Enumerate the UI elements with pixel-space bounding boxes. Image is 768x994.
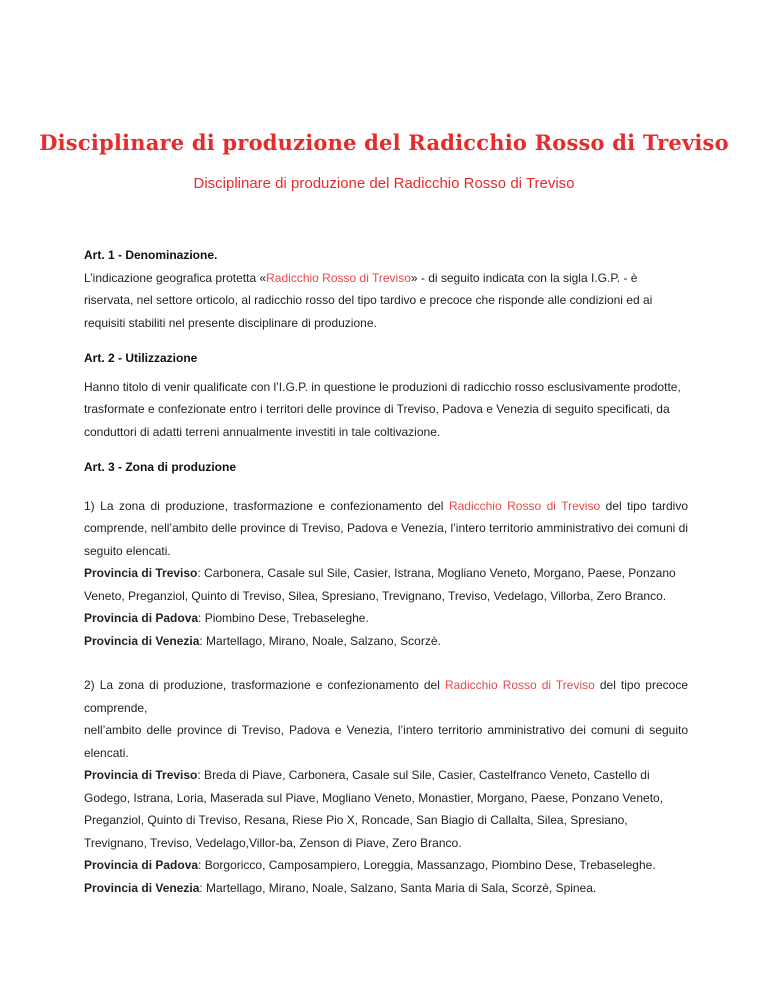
province-name: Provincia di Venezia: [84, 880, 200, 895]
art3-p1-text-a: 1) La zona di produzione, trasformazione e confezionamento del: [84, 498, 449, 513]
art3-p1-province-venezia: [84, 630, 688, 653]
art3-p1-province-treviso: [84, 562, 688, 607]
art1-heading: Art. 1 - Denominazione.: [84, 248, 218, 262]
art2-paragraph: Hanno titolo di venir qualificate con l’I.G.P. in questione le produzioni di radicchio rosso esclusivamente prodotte, trasformate e confezionate entro i territori delle province di Treviso, Padova e Venezia di seguito specificati, da conduttori di adatti terreni annualmente investiti in tale coltivazione.: [84, 379, 681, 439]
art3-p1-link[interactable]: Radicchio Rosso di Treviso: [448, 498, 601, 513]
art3-p2-province-padova: [84, 854, 688, 877]
art1-text-a: L’indicazione geografica protetta «: [84, 270, 267, 285]
art3-p2-continued: nell’ambito delle province di Treviso, Padova e Venezia, l’intero territorio amministrativo dei comuni di seguito elencati.: [84, 723, 688, 760]
province-list: : Borgoricco, Camposampiero, Loreggia, Massanzago, Piombino Dese, Trebaseleghe.: [198, 858, 656, 872]
art1-link[interactable]: Radicchio Rosso di Treviso: [266, 270, 411, 285]
province-name: Provincia di Treviso: [84, 566, 198, 580]
page-subtitle: Disciplinare di produzione del Radicchio Rosso di Treviso: [193, 175, 575, 192]
art2-heading: Art. 2 - Utilizzazione: [84, 351, 198, 365]
art3-heading: Art. 3 - Zona di produzione: [84, 460, 236, 474]
art3-p2-text-a: 2) La zona di produzione, trasformazione e confezionamento del: [84, 678, 445, 692]
art1-paragraph: [84, 267, 688, 335]
art1-text-b: » - di seguito indicata con la sigla I.G.P. - è riservata, nel settore orticolo, al radicchio rosso del tipo tardivo e precoce che risponde alle condizioni ed ai requisiti stabiliti nel presente disciplinare di produzione.: [84, 270, 653, 330]
art3-p2-link[interactable]: Radicchio Rosso di Treviso: [444, 678, 595, 692]
province-list: : Carbonera, Casale sul Sile, Casier, Istrana, Mogliano Veneto, Morgano, Paese, Ponzano Veneto, Preganziol, Quinto di Treviso, Silea, Spresiano, Trevignano, Treviso, Vedelago, Villorba, Zero Branco.: [84, 566, 676, 603]
province-name: Provincia di Treviso: [84, 768, 198, 782]
art3-p1-text-b: del tipo tardivo comprende, nell’ambito delle province di Treviso, Padova e Venezia, l’intero territorio amministrativo dei comuni di seguito elencati.: [84, 498, 689, 558]
art3-p2-province-venezia: [84, 877, 688, 900]
province-name: Provincia di Padova: [84, 858, 199, 872]
province-list: : Breda di Piave, Carbonera, Casale sul Sile, Casier, Castelfranco Veneto, Castello di Godego, Istrana, Loria, Maserada sul Piave, Mogliano Veneto, Monastier, Morgano, Paese, Ponzano Veneto, Preganziol, Quinto di Treviso, Resana, Riese Pio X, Roncade, San Biagio di Callalta, Silea, Spresiano, Trevignano, Treviso, Vedelago,Villor-ba, Zenson di Piave, Zero Branco.: [84, 768, 664, 850]
art3-p2-province-treviso: [84, 764, 688, 854]
province-list: : Piombino Dese, Trebaseleghe.: [198, 611, 369, 625]
page-title: Disciplinare di produzione del Radicchio Rosso di Treviso: [39, 130, 729, 155]
province-list: : Martellago, Mirano, Noale, Salzano, Santa Maria di Sala, Scorzè, Spinea.: [199, 880, 597, 895]
art3-p1: [84, 495, 688, 563]
art3-p2-text-b: del tipo precoce comprende,: [84, 678, 688, 715]
art3-p2: [84, 674, 688, 719]
province-name: Provincia di Venezia: [84, 633, 200, 648]
document-body: [84, 244, 688, 899]
art3-p1-province-padova: [84, 607, 688, 630]
province-name: Provincia di Padova: [84, 611, 199, 625]
province-list: : Martellago, Mirano, Noale, Salzano, Scorzè.: [199, 633, 441, 648]
